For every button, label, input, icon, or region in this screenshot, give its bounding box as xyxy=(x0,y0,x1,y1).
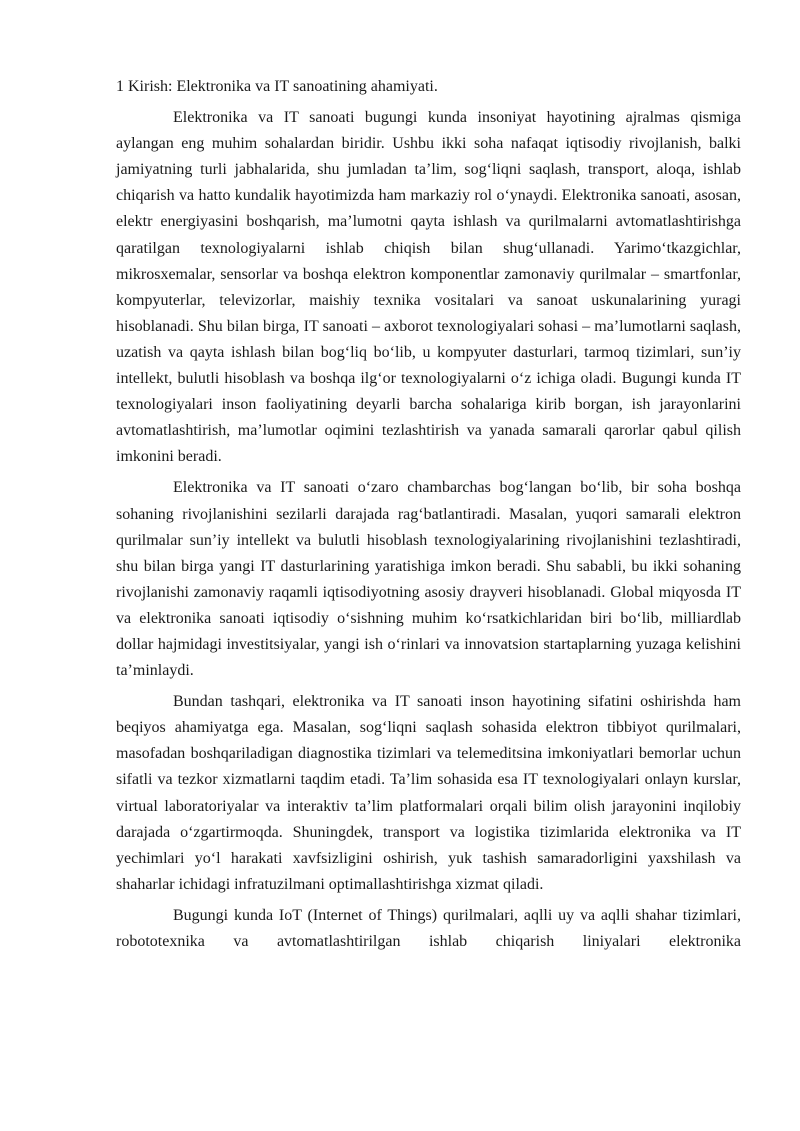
section-heading: 1 Kirish: Elektronika va IT sanoatining ahamiyati. xyxy=(116,78,438,95)
document-page xyxy=(116,74,741,955)
paragraph-2: Elektronika va IT sanoati o‘zaro chambarchas bog‘langan bo‘lib, bir soha boshqa sohaning rivojlanishini sezilarli darajada rag‘batlantiradi. Masalan, yuqori samarali elektron qurilmalar sun’iy intellekt va bulutli hisoblash texnologiyalarining rivojlanishini tezlashtiradi, shu bilan birga yangi IT dasturlarining yaratishiga imkon beradi. Shu sababli, bu ikki sohaning rivojlanishi zamonaviy raqamli iqtisodiyotning asosiy drayveri hisoblanadi. Global miqyosda IT va elektronika sanoati iqtisodiy o‘sishning muhim ko‘rsatkichlaridan biri bo‘lib, milliardlab dollar hajmidagi investitsiyalar, yangi ish o‘rinlari va innovatsion startaplarning yuzaga kelishini ta’minlaydi. xyxy=(116,479,741,680)
paragraph-3: Bundan tashqari, elektronika va IT sanoati inson hayotining sifatini oshirishda ham beqiyos ahamiyatga ega. Masalan, sog‘liqni saqlash sohasida elektron tibbiyot qurilmalari, masofadan boshqariladigan diagnostika tizimlari va telemeditsina imkoniyatlari bemorlar uchun sifatli va tezkor xizmatlarni taqdim etadi. Ta’lim sohasida esa IT texnologiyalari onlayn kurslar, virtual laboratoriyalar va interaktiv ta’lim platformalari orqali bilim olish jarayonini inqilobiy darajada o‘zgartirmoqda. Shuningdek, transport va logistika tizimlarida elektronika va IT yechimlari yo‘l harakati xavfsizligini oshirish, yuk tashish samaradorligini yaxshilash va shaharlar ichidagi infratuzilmani optimallashtirishga xizmat qiladi. xyxy=(116,693,741,893)
paragraph-1: Elektronika va IT sanoati bugungi kunda insoniyat hayotining ajralmas qismiga aylangan eng muhim sohalardan biridir. Ushbu ikki soha nafaqat iqtisodiy rivojlanish, balki jamiyatning turli jabhalarida, shu jumladan ta’lim, sog‘liqni saqlash, transport, aloqa, ishlab chiqarish va hatto kundalik hayotimizda ham markaziy rol o‘ynaydi. Elektronika sanoati, asosan, elektr energiyasini boshqarish, ma’lumotni qayta ishlash va qurilmalarni avtomatlashtirishga qaratilgan texnologiyalarni ishlab chiqish bilan shug‘ullanadi. Yarimo‘tkazgichlar, mikrosxemalar, sensorlar va boshqa elektron komponentlar zamonaviy qurilmalar – smartfonlar, kompyuterlar, televizorlar, maishiy texnika vositalari va sanoat uskunalarining yuragi hisoblanadi. Shu bilan birga, IT sanoati – axborot texnologiyalari sohasi – ma’lumotlarni saqlash, uzatish va qayta ishlash bilan bog‘liq bo‘lib, u kompyuter dasturlari, tarmoq tizimlari, sun’iy intellekt, bulutli hisoblash va boshqa ilg‘or texnologiyalarni o‘z ichiga oladi. Bugungi kunda IT texnologiyalari inson faoliyatining deyarli barcha sohalariga kirib borgan, ish jarayonlarini avtomatlashtirish, ma’lumotlar oqimini tezlashtirish va yanada samarali qarorlar qabul qilish imkonini beradi. xyxy=(116,109,741,466)
paragraph-4: Bugungi kunda IoT (Internet of Things) qurilmalari, aqlli uy va aqlli shahar tizimlari, robototexnika va avtomatlashtirilgan ishlab chiqarish liniyalari elektronika xyxy=(116,906,741,950)
